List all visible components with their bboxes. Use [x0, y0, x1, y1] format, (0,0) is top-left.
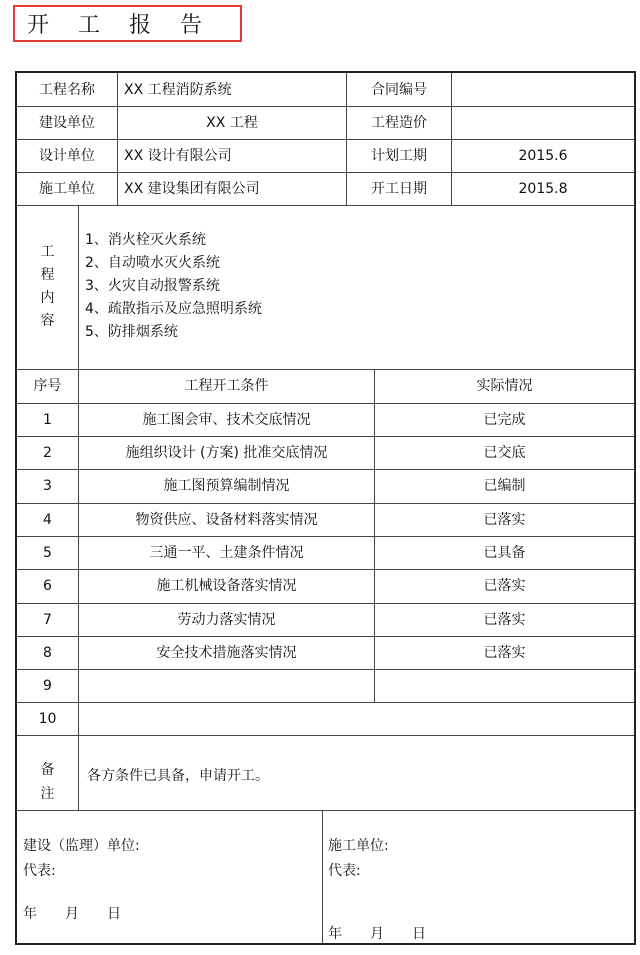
row-seq: 3 — [43, 478, 52, 494]
row-condition — [79, 702, 374, 735]
row-status: 已落实 — [483, 644, 526, 661]
row-condition: 物资供应、设备材料落实情况 — [135, 511, 318, 528]
field-label: 合同编号 — [371, 81, 427, 98]
row-status: 已落实 — [483, 511, 526, 528]
row-seq: 10 — [38, 710, 57, 727]
row-status: 已具备 — [483, 544, 526, 561]
report-title: 开工报告 — [27, 13, 232, 38]
client-value: XX 工程 — [206, 114, 258, 131]
start-date-value: 2015.8 — [518, 180, 568, 197]
seq-header: 序号 — [33, 378, 62, 394]
row-condition — [79, 669, 374, 702]
row-condition: 三通一平、土建条件情况 — [149, 544, 304, 561]
contractor-date-label: 年 月 日 — [328, 926, 426, 942]
row-status — [375, 669, 634, 702]
content-item: 3、火灾自动报警系统 — [85, 278, 220, 294]
grid-line — [322, 810, 323, 943]
grid-line — [17, 205, 634, 206]
row-condition: 施工图预算编制情况 — [163, 478, 290, 494]
content-item: 2、自动喷水灭火系统 — [85, 255, 220, 271]
contractor-unit-label: 施工单位: — [328, 838, 389, 854]
planned-duration-value: 2015.6 — [518, 147, 568, 164]
contractor-rep-label: 代表: — [328, 863, 361, 879]
grid-line — [17, 810, 634, 811]
report-title-box — [13, 5, 242, 42]
client-unit-label: 建设（监理）单位: — [23, 838, 140, 854]
field-label: 设计单位 — [39, 147, 95, 164]
row-condition: 安全技术措施落实情况 — [156, 644, 297, 661]
field-label: 工程名称 — [39, 81, 95, 98]
row-status: 已落实 — [483, 611, 526, 628]
row-condition: 施组织设计 (方案) 批准交底情况 — [125, 444, 328, 461]
field-label: 计划工期 — [371, 147, 427, 164]
field-label: 工程造价 — [371, 114, 427, 131]
condition-header: 工程开工条件 — [184, 378, 269, 394]
contractor-value: XX 建设集团有限公司 — [124, 180, 260, 197]
row-status — [375, 702, 634, 735]
row-seq: 7 — [43, 611, 52, 628]
row-seq: 5 — [43, 544, 52, 561]
client-rep-label: 代表: — [23, 863, 56, 879]
field-label: 开工日期 — [371, 180, 427, 197]
client-date-label: 年 月 日 — [23, 906, 121, 922]
row-condition: 劳动力落实情况 — [177, 611, 276, 628]
content-list — [85, 229, 262, 344]
grid-line — [17, 735, 634, 736]
row-status: 已编制 — [483, 478, 526, 494]
field-label: 建设单位 — [39, 114, 95, 131]
status-header: 实际情况 — [476, 378, 533, 394]
row-condition: 施工机械设备落实情况 — [156, 578, 297, 594]
content-label: 工 程 内 容 — [40, 244, 55, 329]
contract-number-value — [452, 73, 634, 106]
row-seq: 6 — [43, 578, 52, 594]
content-item: 1、消火栓灭火系统 — [85, 232, 206, 248]
row-seq: 2 — [43, 444, 52, 461]
row-seq: 4 — [43, 511, 52, 528]
remarks-label: 备 注 — [40, 762, 55, 802]
designer-value: XX 设计有限公司 — [124, 147, 232, 164]
row-status: 已完成 — [483, 411, 526, 428]
field-label: 施工单位 — [39, 180, 95, 197]
row-status: 已交底 — [483, 444, 526, 461]
row-seq: 9 — [43, 677, 52, 694]
row-condition: 施工图会审、技术交底情况 — [142, 411, 311, 428]
content-item: 4、疏散指示及应急照明系统 — [85, 301, 262, 317]
row-status: 已落实 — [483, 578, 526, 594]
cost-value — [452, 106, 634, 139]
row-seq: 1 — [43, 411, 52, 428]
remarks-text: 各方条件已具备，申请开工。 — [87, 768, 269, 784]
row-seq: 8 — [43, 644, 52, 661]
project-name-value: XX 工程消防系统 — [124, 81, 232, 98]
report-sheet — [15, 71, 636, 945]
content-item: 5、防排烟系统 — [85, 324, 178, 340]
